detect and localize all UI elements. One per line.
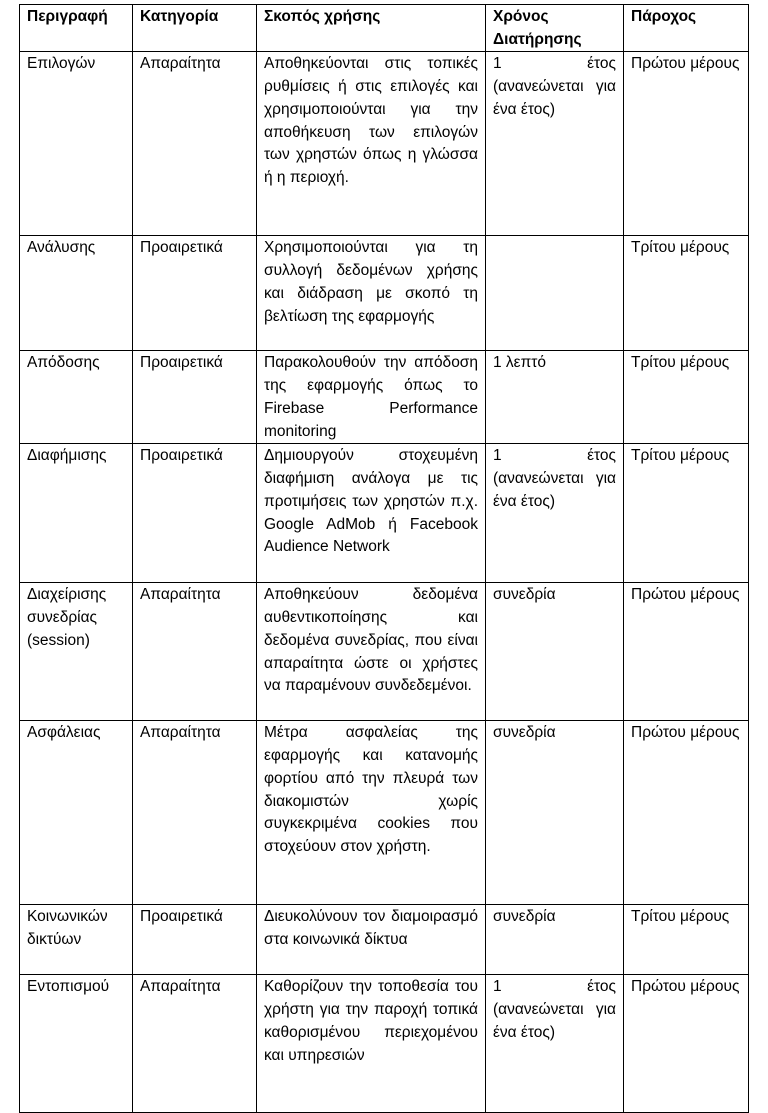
cell-category: Προαιρετικά — [133, 905, 257, 975]
cell-provider: Τρίτου μέρους — [624, 236, 749, 351]
cell-retention: 1 έτος (ανανεώνεται για ένα έτος) — [486, 444, 624, 583]
cell-description: Επιλογών — [20, 52, 133, 236]
table-row — [20, 236, 749, 351]
cell-category: Απαραίτητα — [133, 721, 257, 905]
cell-category: Απαραίτητα — [133, 583, 257, 721]
cell-provider: Τρίτου μέρους — [624, 905, 749, 975]
header-retention: Χρόνος Διατήρησης — [486, 5, 624, 52]
cell-purpose: Καθορίζουν την τοποθεσία του χρήστη για την παροχή τοπικά καθορισμένου περιεχομένου και υπηρεσιών — [257, 975, 486, 1113]
table-row — [20, 351, 749, 444]
cell-provider: Τρίτου μέρους — [624, 444, 749, 583]
cell-provider: Πρώτου μέρους — [624, 975, 749, 1113]
header-description: Περιγραφή — [20, 5, 133, 52]
header-category: Κατηγορία — [133, 5, 257, 52]
cell-description: Εντοπισμού — [20, 975, 133, 1113]
table-row — [20, 583, 749, 721]
header-purpose: Σκοπός χρήσης — [257, 5, 486, 52]
cell-retention: 1 έτος (ανανεώνεται για ένα έτος) — [486, 52, 624, 236]
cell-description: Κοινωνικών δικτύων — [20, 905, 133, 975]
cell-provider: Πρώτου μέρους — [624, 52, 749, 236]
cell-purpose: Αποθηκεύονται στις τοπικές ρυθμίσεις ή στις επιλογές και χρησιμοποιούνται για την αποθήκευση των επιλογών των χρηστών όπως η γλώσσα ή η περιοχή. — [257, 52, 486, 236]
cell-category: Προαιρετικά — [133, 236, 257, 351]
cell-description: Ασφάλειας — [20, 721, 133, 905]
table-row — [20, 975, 749, 1113]
cookies-table — [19, 4, 749, 1113]
cell-retention: συνεδρία — [486, 721, 624, 905]
cell-description: Απόδοσης — [20, 351, 133, 444]
cell-category: Προαιρετικά — [133, 444, 257, 583]
cell-provider: Τρίτου μέρους — [624, 351, 749, 444]
cell-purpose: Παρακολουθούν την απόδοση της εφαρμογής όπως το Firebase Performance monitoring — [257, 351, 486, 444]
cell-purpose: Δημιουργούν στοχευμένη διαφήμιση ανάλογα με τις προτιμήσεις των χρηστών π.χ. Google AdMob ή Facebook Audience Network — [257, 444, 486, 583]
cell-retention: 1 έτος (ανανεώνεται για ένα έτος) — [486, 975, 624, 1113]
cell-purpose: Διευκολύνουν τον διαμοιρασμό στα κοινωνικά δίκτυα — [257, 905, 486, 975]
cell-description: Διαφήμισης — [20, 444, 133, 583]
cell-purpose: Αποθηκεύουν δεδομένα αυθεντικοποίησης και δεδομένα συνεδρίας, που είναι απαραίτητα ώστε οι χρήστες να παραμένουν συνδεδεμένοι. — [257, 583, 486, 721]
table-row — [20, 52, 749, 236]
cell-purpose: Μέτρα ασφαλείας της εφαρμογής και κατανομής φορτίου από την πλευρά των διακομιστών χωρίς συγκεκριμένα cookies που στοχεύουν στον χρήστη. — [257, 721, 486, 905]
cell-purpose: Χρησιμοποιούνται για τη συλλογή δεδομένων χρήσης και διάδραση με σκοπό τη βελτίωση της εφαρμογής — [257, 236, 486, 351]
table-row — [20, 905, 749, 975]
header-provider: Πάροχος — [624, 5, 749, 52]
cell-category: Προαιρετικά — [133, 351, 257, 444]
cell-category: Απαραίτητα — [133, 52, 257, 236]
table-row — [20, 721, 749, 905]
cell-retention: 1 λεπτό — [486, 351, 624, 444]
table-row — [20, 444, 749, 583]
cell-description: Ανάλυσης — [20, 236, 133, 351]
cell-category: Απαραίτητα — [133, 975, 257, 1113]
cell-description: Διαχείρισης συνεδρίας (session) — [20, 583, 133, 721]
table-header-row — [20, 5, 749, 52]
cell-retention — [486, 236, 624, 351]
cell-provider: Πρώτου μέρους — [624, 583, 749, 721]
cell-provider: Πρώτου μέρους — [624, 721, 749, 905]
cell-retention: συνεδρία — [486, 583, 624, 721]
cell-retention: συνεδρία — [486, 905, 624, 975]
